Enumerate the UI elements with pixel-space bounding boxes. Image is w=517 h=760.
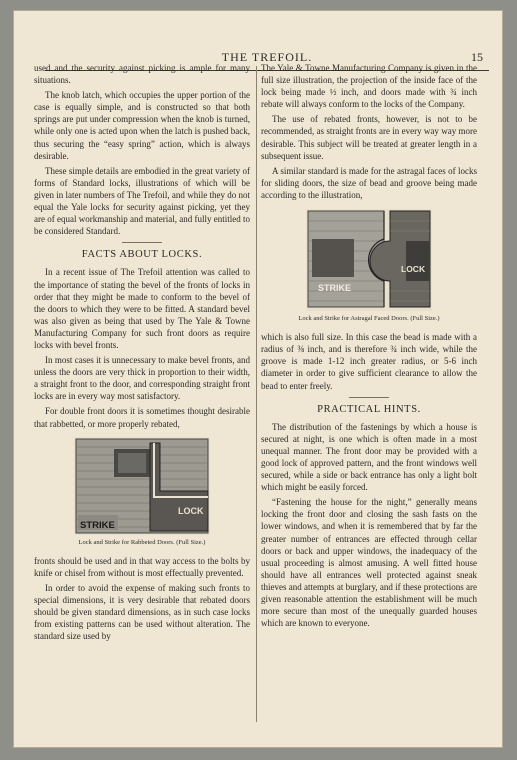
strike-label: STRIKE [80, 519, 115, 531]
left-column [34, 62, 250, 645]
section-heading: PRACTICAL HINTS. [317, 403, 421, 415]
column-divider [256, 66, 257, 722]
right-column [261, 62, 477, 632]
paragraph: A similar standard is made for the astragal faces of locks for sliding doors, the size of bead and groove being made according to the illustration, [261, 165, 477, 200]
paragraph: The Yale & Towne Manufacturing Company is given in the full size illustration, the projection of the inside face of the lock being made ½ inch, and doors made with ¾ inch rebate will always conform to the locks of the Company. [261, 63, 477, 110]
lock-label: LOCK [178, 505, 204, 516]
paragraph: used and the security against picking is ample for many situations. [34, 63, 250, 86]
paragraph: For double front doors it is sometimes thought desirable that rabbetted, or more properly rebated, [34, 406, 250, 429]
astragal-door-figure [306, 209, 432, 311]
paragraph: fronts should be used and in that way access to the bolts by knife or chisel from without is most effectually prevented. [34, 555, 250, 578]
paragraph: The knob latch, which occupies the upper portion of the case is equally simple, and is constructed so that both springs are put under compression when the knob is turned, while only one is acted upon when the latch is pushed back, thus securing the “easy spring” action, which is always desirable. [34, 90, 250, 161]
figure-caption: Lock and Strike for Astragal Faced Doors. (Full Size.) [298, 315, 440, 323]
paragraph: The distribution of the fastenings by which a house is secured at night, is one which is often made in a most unequal manner. The front door may be provided with a good lock of approved pattern, and the front windows well secured, while a side or back entrance has only a light bolt which might be easily forced. [261, 421, 477, 493]
strike-label: STRIKE [318, 283, 352, 294]
section-heading: FACTS ABOUT LOCKS. [81, 249, 203, 261]
paragraph: In order to avoid the expense of making such fronts to special dimensions, it is very desirable that rebated doors should be given standard dimensions, as in such case locks from existing patterns can be used without alteration. The standard size used by [34, 582, 250, 642]
paragraph: In most cases it is unnecessary to make bevel fronts, and unless the doors are very thick in proportion to their width, a straight front to the door, and corresponding straight front locks are in every way most satisfactory. [34, 355, 250, 402]
lock-label: LOCK [401, 264, 426, 275]
section-rule [349, 397, 389, 398]
section-rule [122, 242, 162, 243]
paragraph: The use of rebated fronts, however, is not to be recommended, as straight fronts are in every way way more desirable. This subject will be treated at greater length in a subsequent issue. [261, 114, 477, 161]
rabbeted-door-figure [74, 437, 210, 535]
figure-caption: Lock and Strike for Rabbeted Doors. (Full Size.) [78, 538, 206, 546]
paragraph: These simple details are embodied in the great variety of forms of Standard locks, illustrations of which will be given in later numbers of The Trefoil, and while they do not equal the Yale locks for security against picking, yet they are of equal workmanship and material, and fully entitled to be considered Standard. [34, 165, 250, 237]
paragraph: In a recent issue of The Trefoil attention was called to the importance of stating the bevel of the fronts of locks in order that they might be made to conform to the bevel of the doors to which they were to be fitted. A standard bevel was also given as being that used by The Yale & Towne Manufacturing Company for such front doors as require locks with bevel fronts. [34, 267, 250, 350]
paragraph: “Fastening the house for the night,” generally means locking the front door and closing the sash fasts on the lower windows, and when it is remembered that by far the greater number of entrances are effected through cellar doors or back and upper windows, the inadequacy of the usual proceeding is almost amusing. A well fitted house should have all entrances well protected against sneak thieves and attempts at burglary, and if these protections are given reasonable attention the establishment will be much more secure than most of the unequally guarded houses which are known to everyone. [261, 497, 477, 629]
journal-title: THE TREFOIL. [221, 50, 313, 64]
page-number: 15 [471, 50, 483, 64]
paragraph: which is also full size. In this case the bead is made with a radius of ⅜ inch, and is therefore ¾ inch wide, while the groove is made 1-12 inch greater radius, or 5-6 inch diameter in order to give sufficient clearance to allow the bead to enter freely. [261, 332, 477, 391]
